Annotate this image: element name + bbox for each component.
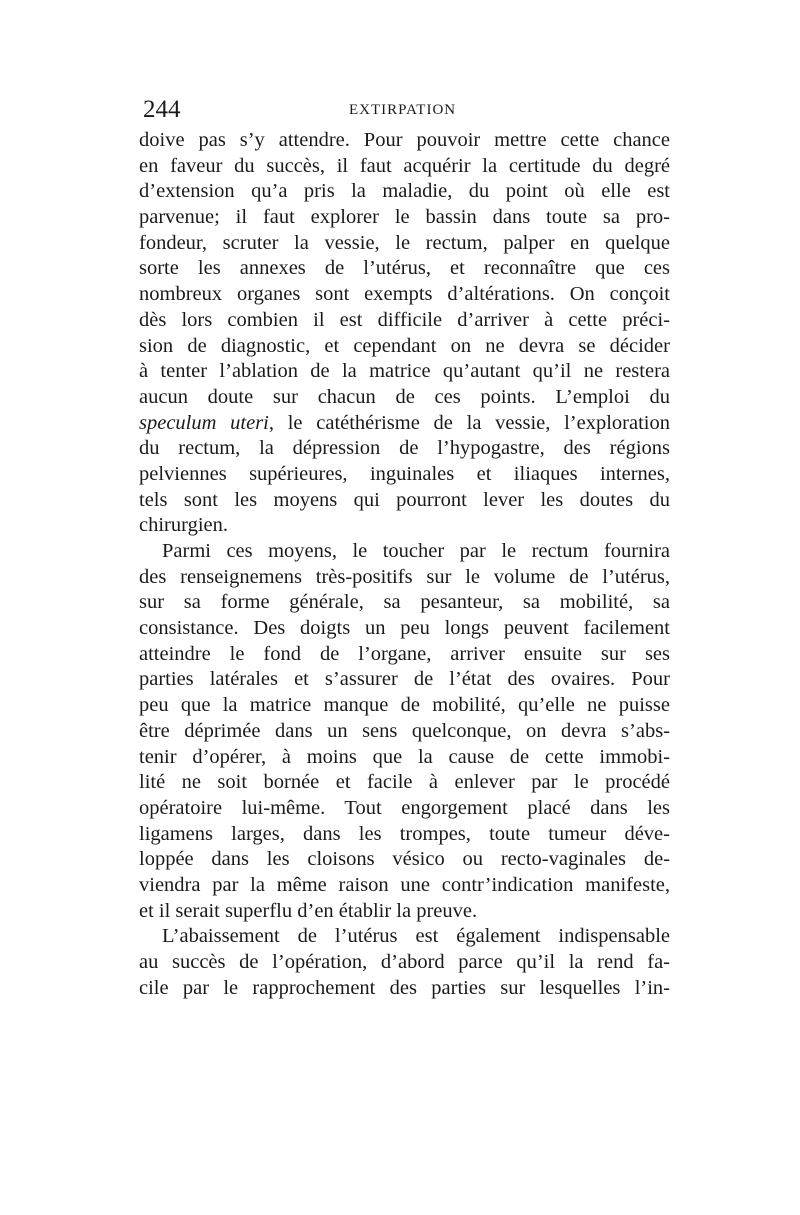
page-header — [143, 95, 673, 125]
text-line: pelviennes supérieures, inguinales et iliaques internes, — [139, 462, 670, 485]
text-line: parties latérales et s’assurer de l’état des ovaires. Pour — [139, 668, 670, 691]
text-line: tels sont les moyens qui pourront lever les doutes du — [139, 488, 670, 511]
text-line: opératoire lui-même. Tout engorgement placé dans les — [139, 796, 670, 819]
text-line-rest: , le catéthérisme de la vessie, l’exploration — [268, 411, 670, 434]
page-number: 244 — [143, 96, 181, 123]
text-line: parvenue; il faut explorer le bassin dans toute sa pro- — [139, 206, 670, 229]
text-line: des renseignemens très-positifs sur le volume de l’utérus, — [139, 565, 670, 588]
text-line: nombreux organes sont exempts d’altérations. On conçoit — [139, 283, 670, 306]
text-line: d’extension qu’a pris la maladie, du point où elle est — [139, 180, 670, 203]
body-text — [139, 128, 670, 1001]
text-line: au succès de l’opération, d’abord parce qu’il la rend fa- — [139, 951, 670, 973]
text-line: en faveur du succès, il faut acquérir la certitude du degré — [139, 154, 670, 177]
text-line: Parmi ces moyens, le toucher par le rectum fournira — [162, 540, 670, 562]
text-line: sion de diagnostic, et cependant on ne devra se décider — [139, 334, 670, 357]
text-line: dès lors combien il est difficile d’arriver à cette préci- — [139, 308, 670, 331]
text-line: peu que la matrice manque de mobilité, qu’elle ne puisse — [139, 694, 670, 717]
text-line: viendra par la même raison une contr’indication manifeste, — [139, 873, 670, 896]
text-line: tenir d’opérer, à moins que la cause de cette immobi- — [139, 745, 670, 768]
running-head: EXTIRPATION — [349, 102, 457, 118]
text-line: du rectum, la dépression de l’hypogastre, des régions — [139, 437, 670, 460]
text-line: sorte les annexes de l’utérus, et reconnaître que ces — [139, 257, 670, 280]
text-line: consistance. Des doigts un peu longs peuvent facilement — [139, 617, 670, 640]
text-line: lité ne soit bornée et facile à enlever par le procédé — [139, 771, 670, 794]
text-line: à tenter l’ablation de la matrice qu’autant qu’il ne restera — [139, 360, 670, 383]
text-line: et il serait superflu d’en établir la preuve. — [139, 899, 478, 922]
italic-term: speculum uteri — [139, 411, 269, 434]
text-line: cile par le rapprochement des parties sur lesquelles l’in- — [139, 976, 670, 999]
text-line: doive pas s’y attendre. Pour pouvoir mettre cette chance — [139, 129, 670, 151]
text-line: être déprimée dans un sens quelconque, on devra s’abs- — [139, 719, 670, 742]
text-line: ligamens larges, dans les trompes, toute tumeur déve- — [139, 822, 670, 845]
text-line: loppée dans les cloisons vésico ou recto-vaginales de- — [139, 848, 670, 871]
text-line: aucun doute sur chacun de ces points. L’emploi du — [139, 385, 670, 408]
text-line: atteindre le fond de l’organe, arriver ensuite sur ses — [139, 642, 670, 665]
text-line: chirurgien. — [139, 514, 228, 537]
text-line: sur sa forme générale, sa pesanteur, sa mobilité, sa — [139, 591, 670, 614]
text-line-italic-term — [139, 411, 670, 437]
text-line: fondeur, scruter la vessie, le rectum, palper en quelque — [139, 231, 670, 254]
text-line: L’abaissement de l’utérus est également indispensable — [162, 925, 670, 948]
